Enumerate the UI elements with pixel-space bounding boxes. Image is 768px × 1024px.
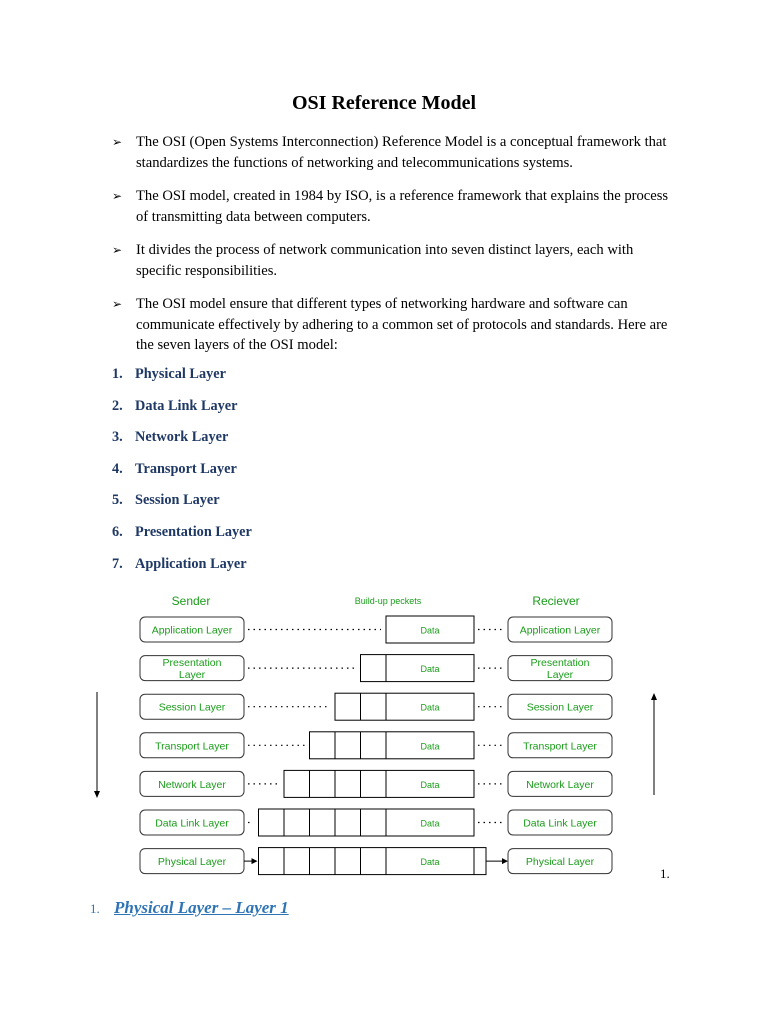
section-heading	[90, 898, 289, 918]
sender-layer-label: Network Layer	[158, 778, 226, 791]
sender-layer-label: Transport Layer	[155, 740, 229, 753]
layer-number: 7.	[112, 555, 123, 572]
bullet-item	[112, 240, 672, 281]
section-title-link[interactable]: Physical Layer – Layer 1	[114, 898, 289, 917]
sender-layer-label: Session Layer	[158, 701, 226, 714]
packet-box	[259, 809, 475, 836]
footnote-number: 1.	[660, 866, 670, 881]
data-label: Data	[420, 741, 440, 752]
layer-name: Presentation Layer	[135, 523, 252, 540]
up-arrow-icon	[651, 693, 657, 700]
sender-layer-label: Layer	[178, 669, 206, 682]
layer-number: 6.	[112, 523, 123, 540]
arrow-bullet-icon: ➢	[112, 189, 123, 203]
sender-layer-label: Application Layer	[151, 624, 233, 637]
data-label: Data	[420, 702, 440, 713]
layer-name: Network Layer	[135, 429, 229, 446]
receiver-layer-label: Data Link Layer	[523, 817, 597, 830]
layer-list-item	[112, 366, 252, 398]
receiver-layer-label: Network Layer	[526, 778, 594, 791]
arrow-right-icon	[502, 858, 508, 864]
section-number: 1.	[90, 901, 100, 916]
packet-box	[284, 770, 474, 797]
data-label: Data	[420, 857, 440, 868]
layer-number: 4.	[112, 460, 123, 477]
layer-list	[112, 366, 252, 587]
layer-number: 1.	[112, 366, 123, 382]
bullet-item	[112, 132, 672, 173]
bullet-text: The OSI model ensure that different types of networking hardware and software can communicate effectively by adhering to a common set of protocols and standards. Here are the seven layers of the OSI model:	[136, 296, 668, 353]
layer-number: 2.	[112, 397, 123, 414]
bullet-text: The OSI model, created in 1984 by ISO, is a reference framework that explains the process of transmitting data between computers.	[136, 188, 669, 225]
packet-box	[259, 848, 487, 875]
bullet-item	[112, 186, 672, 227]
sender-label: Sender	[171, 594, 211, 608]
osi-layers-diagram	[90, 590, 680, 885]
receiver-layer-label: Transport Layer	[523, 740, 597, 753]
build-up-packets-label: Build-up peckets	[354, 596, 422, 606]
page-title: OSI Reference Model	[291, 92, 477, 114]
sender-layer-label: Data Link Layer	[155, 817, 229, 830]
receiver-layer-label: Session Layer	[526, 701, 594, 714]
data-label: Data	[420, 664, 440, 675]
layer-number: 5.	[112, 492, 123, 509]
layer-name: Physical Layer	[135, 366, 226, 382]
arrow-right-icon	[252, 858, 258, 864]
layer-name: Session Layer	[135, 492, 220, 509]
packet-box	[310, 732, 475, 759]
layer-name: Data Link Layer	[135, 397, 238, 414]
receiver-label: Reciever	[532, 594, 580, 608]
packet-box	[335, 693, 474, 720]
intro-bullet-list	[112, 132, 672, 369]
data-label: Data	[420, 818, 440, 829]
data-label: Data	[420, 625, 440, 636]
layer-name: Transport Layer	[135, 460, 237, 477]
receiver-layer-label: Presentation	[530, 657, 590, 670]
arrow-bullet-icon: ➢	[112, 243, 123, 257]
layer-name: Application Layer	[135, 555, 247, 572]
down-arrow-icon	[94, 791, 100, 798]
receiver-layer-label: Layer	[546, 669, 574, 682]
layer-list-item	[112, 461, 252, 493]
bullet-item	[112, 294, 672, 356]
arrow-bullet-icon: ➢	[112, 135, 123, 149]
layer-list-item	[112, 492, 252, 524]
layer-list-item	[112, 524, 252, 556]
receiver-layer-label: Application Layer	[519, 624, 601, 637]
sender-layer-label: Physical Layer	[157, 856, 227, 869]
packet-box	[361, 655, 475, 682]
layer-list-item	[112, 398, 252, 430]
receiver-layer-label: Physical Layer	[525, 856, 595, 869]
data-label: Data	[420, 779, 440, 790]
layer-list-item	[112, 556, 252, 588]
bullet-text: It divides the process of network communication into seven distinct layers, each with specific responsibilities.	[136, 242, 634, 279]
layer-number: 3.	[112, 429, 123, 446]
arrow-bullet-icon: ➢	[112, 297, 123, 311]
layer-list-item	[112, 429, 252, 461]
sender-layer-label: Presentation	[162, 657, 222, 670]
bullet-text: The OSI (Open Systems Interconnection) Reference Model is a conceptual framework that standardizes the functions of networking and telecommunications systems.	[136, 134, 667, 171]
